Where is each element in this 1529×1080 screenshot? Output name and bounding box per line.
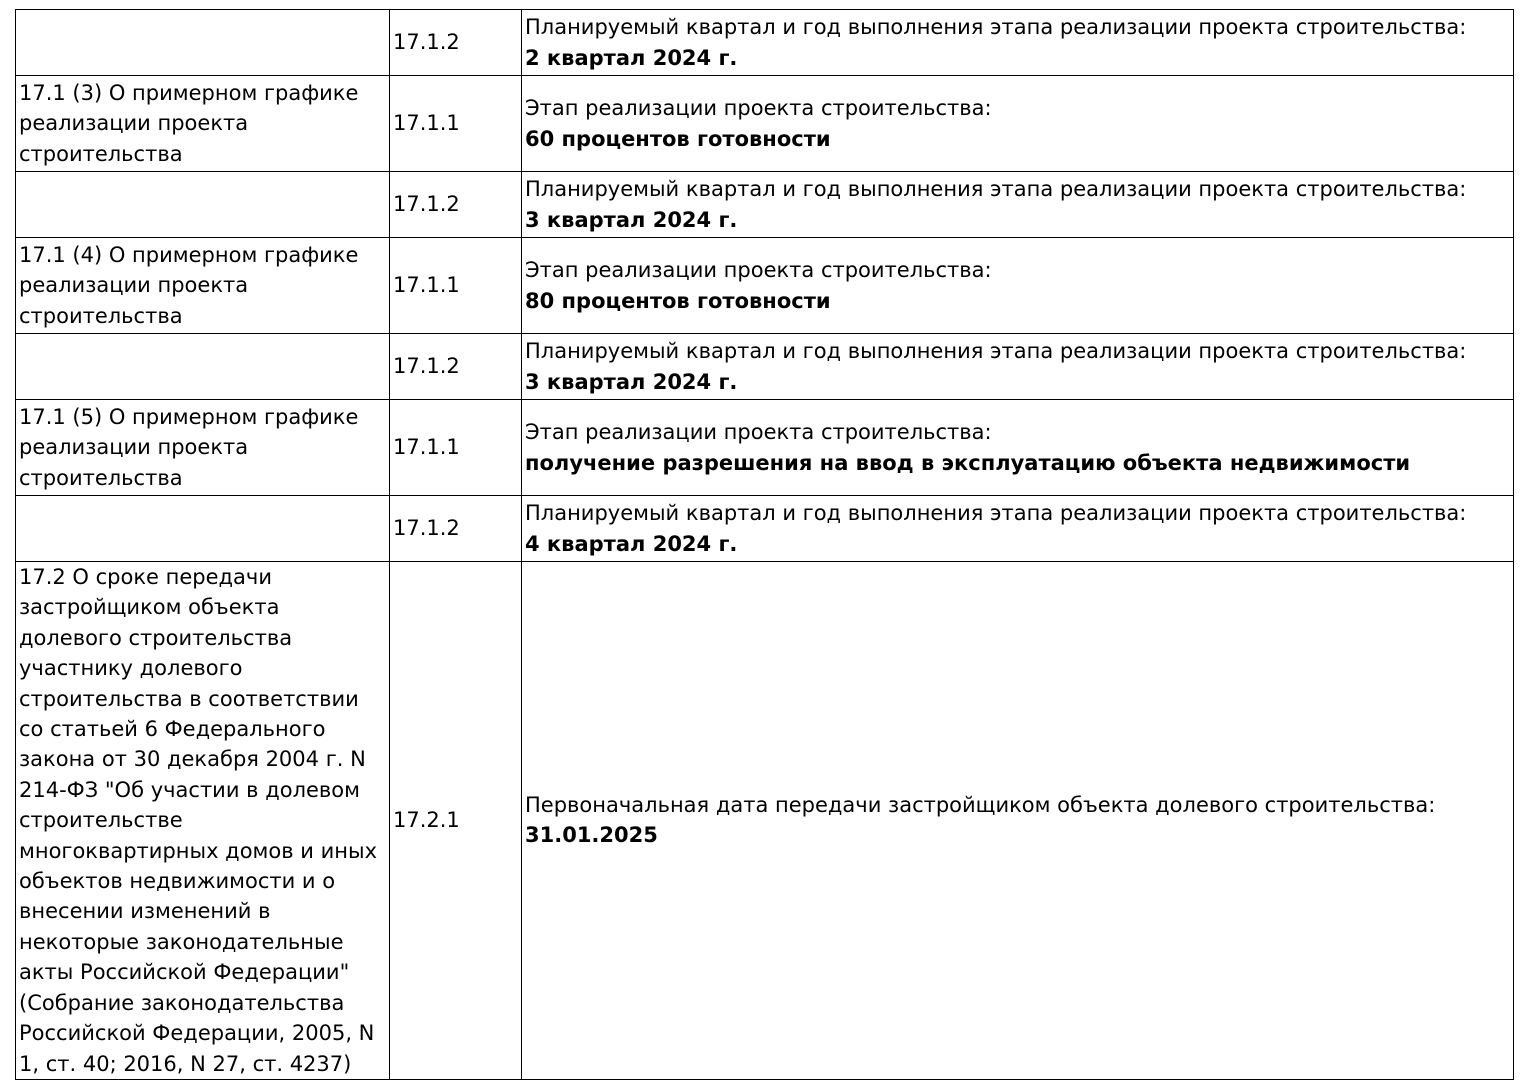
section-cell [16,172,390,238]
section-cell [16,496,390,562]
field-label: Планируемый квартал и год выполнения этапа реализации проекта строительства: [525,339,1467,364]
content-cell [522,334,1514,400]
field-label: Этап реализации проекта строительства: [525,96,992,121]
table-row [16,76,1514,172]
section-cell [16,334,390,400]
code-cell: 17.1.1 [390,76,522,172]
code-cell: 17.1.2 [390,334,522,400]
table-row [16,334,1514,400]
field-value: 31.01.2025 [525,823,658,848]
code-cell: 17.1.1 [390,238,522,334]
field-label: Планируемый квартал и год выполнения этапа реализации проекта строительства: [525,15,1467,40]
table-row [16,400,1514,496]
field-label: Этап реализации проекта строительства: [525,420,992,445]
field-label: Планируемый квартал и год выполнения этапа реализации проекта строительства: [525,501,1467,526]
code-cell: 17.1.2 [390,10,522,76]
field-value: 3 квартал 2024 г. [525,369,738,394]
field-value: 2 квартал 2024 г. [525,45,738,70]
content-cell [522,172,1514,238]
content-cell [522,10,1514,76]
content-cell [522,76,1514,172]
table-row [16,10,1514,76]
code-cell: 17.1.2 [390,172,522,238]
field-label: Планируемый квартал и год выполнения этапа реализации проекта строительства: [525,177,1467,202]
table-row [16,496,1514,562]
table-row [16,238,1514,334]
field-value: 60 процентов готовности [525,126,831,151]
code-cell: 17.1.2 [390,496,522,562]
content-cell [522,238,1514,334]
content-cell [522,400,1514,496]
field-label: Этап реализации проекта строительства: [525,258,992,283]
content-cell [522,562,1514,1080]
section-cell: 17.1 (5) О примерном графике реализации проекта строительства [16,400,390,496]
section-cell: 17.1 (3) О примерном графике реализации проекта строительства [16,76,390,172]
field-value: 3 квартал 2024 г. [525,207,738,232]
section-cell: 17.1 (4) О примерном графике реализации проекта строительства [16,238,390,334]
section-cell: 17.2 О сроке передачи застройщиком объекта долевого строительства участнику долевого строительства в соответствии со статьей 6 Федерального закона от 30 декабря 2004 г. N 214-ФЗ "Об участии в долевом строительстве многоквартирных домов и иных объектов недвижимости и о внесении изменений в некоторые законодательные акты Российской Федерации" (Собрание законодательства Российской Федерации, 2005, N 1, ст. 40; 2016, N 27, ст. 4237) [16,562,390,1080]
section-cell [16,10,390,76]
disclosure-table [15,9,1514,1080]
field-label: Первоначальная дата передачи застройщиком объекта долевого строительства: [525,793,1436,818]
field-value: 80 процентов готовности [525,288,831,313]
code-cell: 17.2.1 [390,562,522,1080]
field-value: получение разрешения на ввод в эксплуатацию объекта недвижимости [525,450,1411,475]
content-cell [522,496,1514,562]
table-row [16,172,1514,238]
table-row [16,562,1514,1080]
code-cell: 17.1.1 [390,400,522,496]
field-value: 4 квартал 2024 г. [525,531,738,556]
